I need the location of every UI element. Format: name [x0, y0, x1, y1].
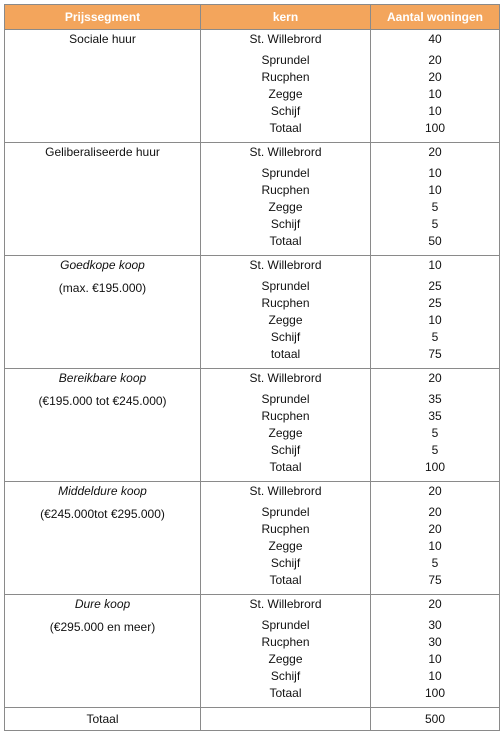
kern-name: Totaal — [269, 121, 302, 135]
kern-name: St. Willebrord — [249, 258, 322, 272]
table-row — [5, 482, 500, 595]
segment-price-range: (max. €195.000) — [58, 281, 147, 295]
kern-name: Rucphen — [261, 183, 310, 197]
kern-name: Schijf — [270, 443, 301, 457]
aantal-value: 10 — [428, 166, 442, 180]
kern-name: Zegge — [268, 200, 303, 214]
kern-name: Sprundel — [261, 279, 310, 293]
table-row — [5, 143, 500, 256]
kern-cell — [201, 30, 371, 143]
kern-name: Sprundel — [261, 53, 310, 67]
aantal-cell — [371, 143, 500, 256]
kern-name: totaal — [270, 347, 301, 361]
kern-name: Schijf — [270, 669, 301, 683]
kern-name: Totaal — [269, 460, 302, 474]
aantal-value: 20 — [428, 70, 442, 84]
aantal-value: 30 — [428, 635, 442, 649]
kern-name: Schijf — [270, 330, 301, 344]
kern-name: Sprundel — [261, 505, 310, 519]
segment-cell — [5, 143, 201, 256]
kern-name: Schijf — [270, 104, 301, 118]
aantal-value: 75 — [428, 573, 442, 587]
table-body — [5, 30, 500, 731]
aantal-value: 25 — [428, 296, 442, 310]
kern-name: Totaal — [269, 686, 302, 700]
aantal-value: 20 — [428, 505, 442, 519]
aantal-cell — [371, 595, 500, 708]
kern-name: Rucphen — [261, 70, 310, 84]
aantal-value: 40 — [428, 32, 442, 46]
aantal-value: 20 — [428, 371, 442, 385]
header-row — [5, 5, 500, 30]
segment-cell — [5, 256, 201, 369]
kern-name: St. Willebrord — [249, 597, 322, 611]
aantal-value: 5 — [431, 330, 439, 344]
grand-total-value: 500 — [371, 708, 500, 731]
aantal-value: 5 — [431, 426, 439, 440]
segment-price-range: (€195.000 tot €245.000) — [38, 394, 167, 408]
kern-name: Sprundel — [261, 166, 310, 180]
kern-name: Zegge — [268, 87, 303, 101]
segment-cell — [5, 30, 201, 143]
aantal-value: 5 — [431, 217, 439, 231]
segment-price-range: (€295.000 en meer) — [49, 620, 156, 634]
kern-name: Zegge — [268, 426, 303, 440]
aantal-value: 20 — [428, 522, 442, 536]
aantal-value: 10 — [428, 258, 442, 272]
kern-name: Schijf — [270, 217, 301, 231]
grand-total-label: Totaal — [5, 708, 201, 731]
kern-name: Sprundel — [261, 618, 310, 632]
kern-name: Sprundel — [261, 392, 310, 406]
aantal-value: 10 — [428, 313, 442, 327]
aantal-value: 10 — [428, 669, 442, 683]
kern-name: St. Willebrord — [249, 371, 322, 385]
aantal-value: 20 — [428, 597, 442, 611]
kern-name: Rucphen — [261, 296, 310, 310]
segment-name: Sociale huur — [69, 32, 136, 46]
aantal-value: 75 — [428, 347, 442, 361]
table-row — [5, 369, 500, 482]
grand-total-kern — [201, 708, 371, 731]
segment-name: Goedkope koop — [60, 258, 145, 272]
aantal-value: 100 — [424, 121, 446, 135]
aantal-value: 30 — [428, 618, 442, 632]
kern-name: Schijf — [270, 556, 301, 570]
header-kern: kern — [201, 5, 371, 30]
aantal-value: 10 — [428, 104, 442, 118]
kern-name: Zegge — [268, 652, 303, 666]
aantal-value: 35 — [428, 392, 442, 406]
segment-cell — [5, 369, 201, 482]
aantal-value: 20 — [428, 145, 442, 159]
aantal-value: 10 — [428, 652, 442, 666]
kern-name: St. Willebrord — [249, 32, 322, 46]
kern-cell — [201, 256, 371, 369]
kern-name: St. Willebrord — [249, 145, 322, 159]
kern-cell — [201, 482, 371, 595]
segment-cell — [5, 595, 201, 708]
header-segment: Prijssegment — [5, 5, 201, 30]
segment-cell — [5, 482, 201, 595]
segment-name: Geliberaliseerde huur — [45, 145, 160, 159]
kern-name: Zegge — [268, 539, 303, 553]
kern-cell — [201, 595, 371, 708]
table-row — [5, 30, 500, 143]
aantal-cell — [371, 30, 500, 143]
aantal-value: 50 — [428, 234, 442, 248]
aantal-value: 20 — [428, 484, 442, 498]
aantal-value: 20 — [428, 53, 442, 67]
aantal-cell — [371, 482, 500, 595]
aantal-cell — [371, 256, 500, 369]
kern-cell — [201, 369, 371, 482]
segment-price-range: (€245.000tot €295.000) — [40, 507, 165, 521]
kern-name: Totaal — [269, 573, 302, 587]
kern-cell — [201, 143, 371, 256]
kern-name: Rucphen — [261, 635, 310, 649]
kern-name: St. Willebrord — [249, 484, 322, 498]
table-row — [5, 256, 500, 369]
kern-name: Totaal — [269, 234, 302, 248]
aantal-cell — [371, 369, 500, 482]
aantal-value: 5 — [431, 556, 439, 570]
aantal-value: 10 — [428, 87, 442, 101]
aantal-value: 10 — [428, 183, 442, 197]
table-row — [5, 595, 500, 708]
header-aantal: Aantal woningen — [371, 5, 500, 30]
aantal-value: 25 — [428, 279, 442, 293]
aantal-value: 10 — [428, 539, 442, 553]
segment-name: Dure koop — [74, 597, 131, 611]
aantal-value: 35 — [428, 409, 442, 423]
woningen-table — [4, 4, 500, 731]
kern-name: Rucphen — [261, 522, 310, 536]
aantal-value: 5 — [431, 200, 439, 214]
aantal-value: 100 — [424, 686, 446, 700]
kern-name: Rucphen — [261, 409, 310, 423]
kern-name: Zegge — [268, 313, 303, 327]
segment-name: Middeldure koop — [58, 484, 147, 498]
segment-name: Bereikbare koop — [58, 371, 147, 385]
grand-total-row — [5, 708, 500, 731]
aantal-value: 100 — [424, 460, 446, 474]
aantal-value: 5 — [431, 443, 439, 457]
